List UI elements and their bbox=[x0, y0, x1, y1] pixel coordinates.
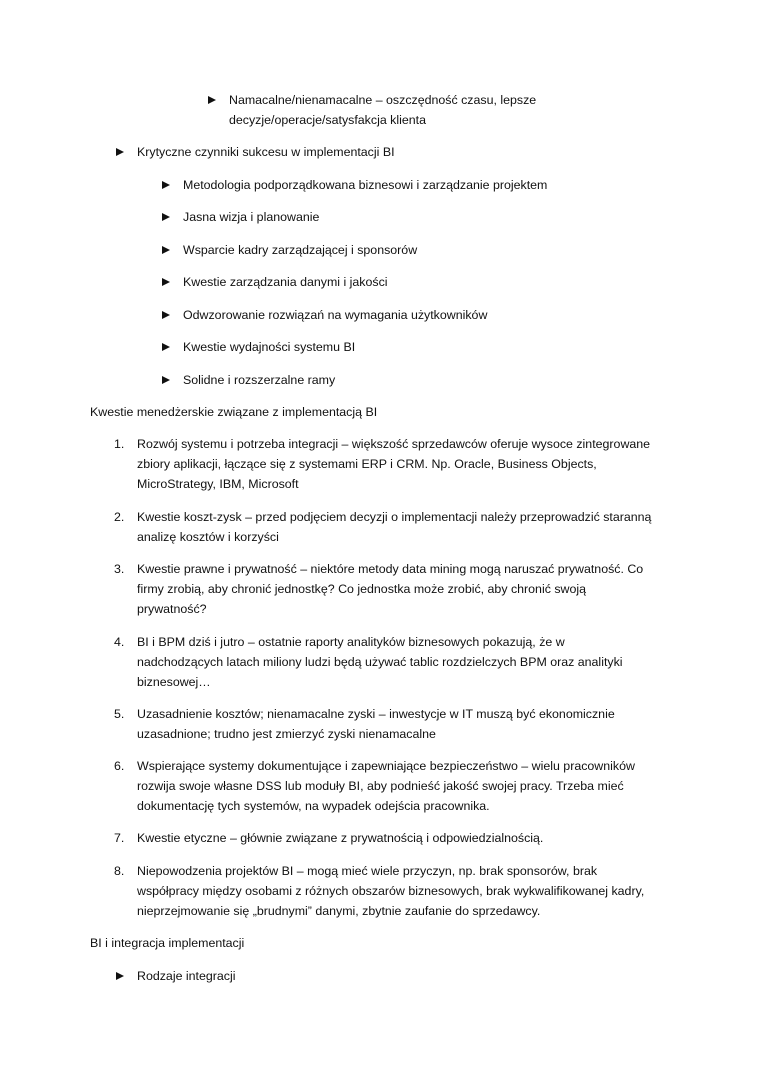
list-item-line: analizę kosztów i korzyści bbox=[137, 530, 279, 544]
list-item-line: decyzje/operacje/satysfakcja klienta bbox=[229, 113, 426, 127]
list-item: Solidne i rozszerzalne ramy bbox=[183, 373, 336, 387]
list-item-line: MicroStrategy, IBM, Microsoft bbox=[137, 477, 299, 491]
bullet-triangle-icon bbox=[162, 311, 170, 319]
list-number: 8. bbox=[114, 864, 125, 878]
list-item-line: Kwestie koszt-zysk – przed podjęciem decyzji o implementacji należy przeprowadzić staranną bbox=[137, 510, 652, 524]
list-number: 3. bbox=[114, 562, 125, 576]
list-item-line: rozwija swoje własne DSS lub moduły BI, aby podnieść jakość swojej pracy. Trzeba mieć bbox=[137, 779, 624, 793]
bullet-triangle-icon bbox=[116, 972, 124, 980]
list-item: Metodologia podporządkowana biznesowi i zarządzanie projektem bbox=[183, 178, 548, 192]
list-number: 2. bbox=[114, 510, 125, 524]
list-item-line: uzasadnione; trudno jest zmierzyć zyski nienamacalne bbox=[137, 727, 436, 741]
list-item: Kwestie wydajności systemu BI bbox=[183, 340, 356, 354]
list-item-line: Namacalne/nienamacalne – oszczędność czasu, lepsze bbox=[229, 93, 537, 107]
section-heading: Kwestie menedżerskie związane z implementacją BI bbox=[90, 405, 378, 419]
list-number: 1. bbox=[114, 437, 125, 451]
bullet-triangle-icon bbox=[162, 278, 170, 286]
bullet-triangle-icon bbox=[208, 96, 216, 104]
list-item-line: BI i BPM dziś i jutro – ostatnie raporty analityków biznesowych pokazują, że w bbox=[137, 635, 565, 649]
list-item-line: nieprzejmowanie się „brudnymi” danymi, zbytnie zaufanie do sprzedawcy. bbox=[137, 904, 541, 918]
list-item: Rodzaje integracji bbox=[137, 969, 236, 983]
section-bullet-heading: Krytyczne czynniki sukcesu w implementacji BI bbox=[137, 145, 395, 159]
list-item-line: Uzasadnienie kosztów; nienamacalne zyski – inwestycje w IT muszą być ekonomicznie bbox=[137, 707, 615, 721]
bullet-triangle-icon bbox=[116, 148, 124, 156]
list-item-line: zbiory aplikacji, łączące się z systemami ERP i CRM. Np. Oracle, Business Objects, bbox=[137, 457, 597, 471]
list-item-line: Niepowodzenia projektów BI – mogą mieć wiele przyczyn, np. brak sponsorów, brak bbox=[137, 864, 598, 878]
list-item-line: Wspierające systemy dokumentujące i zapewniające bezpieczeństwo – wielu pracowników bbox=[137, 759, 635, 773]
list-item-line: Rozwój systemu i potrzeba integracji – większość sprzedawców oferuje wysoce zintegrowane bbox=[137, 437, 651, 451]
list-item-line: biznesowej… bbox=[137, 675, 211, 689]
list-item: Wsparcie kadry zarządzającej i sponsorów bbox=[183, 243, 418, 257]
list-item-line: nadchodzących latach miliony ludzi będą używać tablic rozdzielczych BPM oraz analityki bbox=[137, 655, 623, 669]
list-item-line: Kwestie prawne i prywatność – niektóre metody data mining mogą naruszać prywatność. Co bbox=[137, 562, 644, 576]
list-item-line: Kwestie etyczne – głównie związane z prywatnością i odpowiedzialnością. bbox=[137, 831, 544, 845]
bullet-triangle-icon bbox=[162, 213, 170, 221]
section-heading: BI i integracja implementacji bbox=[90, 936, 245, 950]
list-number: 6. bbox=[114, 759, 125, 773]
bullet-triangle-icon bbox=[162, 376, 170, 384]
list-number: 7. bbox=[114, 831, 125, 845]
list-item-line: współpracy między osobami z różnych obszarów biznesowych, brak wykwalifikowanej kadry, bbox=[137, 884, 645, 898]
bullet-triangle-icon bbox=[162, 246, 170, 254]
list-item-line: firmy zrobią, aby chronić jednostkę? Co jednostka może zrobić, aby chronić swoją bbox=[137, 582, 587, 596]
bullet-triangle-icon bbox=[162, 343, 170, 351]
bullet-triangle-icon bbox=[162, 181, 170, 189]
list-number: 4. bbox=[114, 635, 125, 649]
list-item-line: prywatność? bbox=[137, 602, 207, 616]
list-item: Jasna wizja i planowanie bbox=[183, 210, 320, 224]
list-item: Kwestie zarządzania danymi i jakości bbox=[183, 275, 388, 289]
list-item-line: dokumentację tych systemów, na wypadek odejścia pracownika. bbox=[137, 799, 490, 813]
list-number: 5. bbox=[114, 707, 125, 721]
list-item: Odwzorowanie rozwiązań na wymagania użytkowników bbox=[183, 308, 488, 322]
